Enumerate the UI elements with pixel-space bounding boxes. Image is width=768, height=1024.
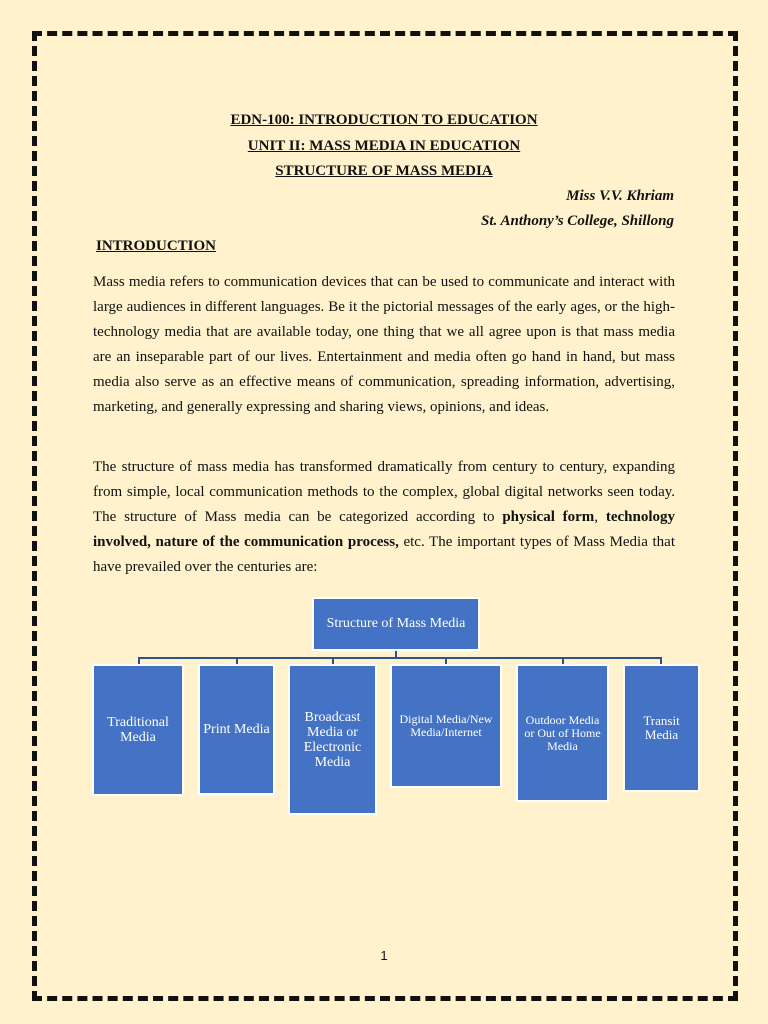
topic-title: STRUCTURE OF MASS MEDIA xyxy=(275,163,493,179)
introduction-heading: INTRODUCTION xyxy=(96,238,217,254)
diagram-box-digital-media: Digital Media/New Media/Internet xyxy=(390,664,502,788)
institution-name: St. Anthony’s College, Shillong xyxy=(481,213,674,229)
diagram-root-label: Structure of Mass Media xyxy=(326,616,466,631)
unit-title: UNIT II: MASS MEDIA IN EDUCATION xyxy=(247,138,521,154)
diagram-box-traditional-media: Traditional Media xyxy=(92,664,184,796)
bold-physical-form: physical form xyxy=(502,509,595,525)
diagram-box-broadcast-media: Broadcast Media or Electronic Media xyxy=(288,664,377,815)
page-number: 1 xyxy=(380,948,388,963)
bold-technology: technology involved, nature of the communication process, xyxy=(93,509,676,550)
connector-horizontal xyxy=(138,657,662,659)
diagram-box-outdoor-media: Outdoor Media or Out of Home Media xyxy=(516,664,609,802)
course-title: EDN-100: INTRODUCTION TO EDUCATION xyxy=(230,112,538,128)
diagram-box-transit-media: Transit Media xyxy=(623,664,700,792)
introduction-paragraph-1: Mass media refers to communication devices that can be used to communicate and interact with large audiences in different languages. Be it the pictorial messages of the early ages, or the high-technology media that are available today, one thing that we all agree upon is that mass media are an inseparable part of our lives. Entertainment and media often go hand in hand, but mass media also serve as an effective means of communication, spreading information, advertising, marketing, and generally expressing and sharing views, opinions, and ideas. xyxy=(93,274,675,415)
diagram-box-print-media: Print Media xyxy=(198,664,275,795)
introduction-paragraph-2: The structure of mass media has transformed dramatically from century to century, expanding from simple, local communication methods to the complex, global digital networks seen today. The structure of Mass media can be categorized according to physical form, technology involved, nature of the communication process, etc. The important types of Mass Media that have prevailed over the centuries are: xyxy=(93,459,676,575)
diagram-root-box xyxy=(312,597,480,651)
author-name: Miss V.V. Khriam xyxy=(566,188,674,204)
